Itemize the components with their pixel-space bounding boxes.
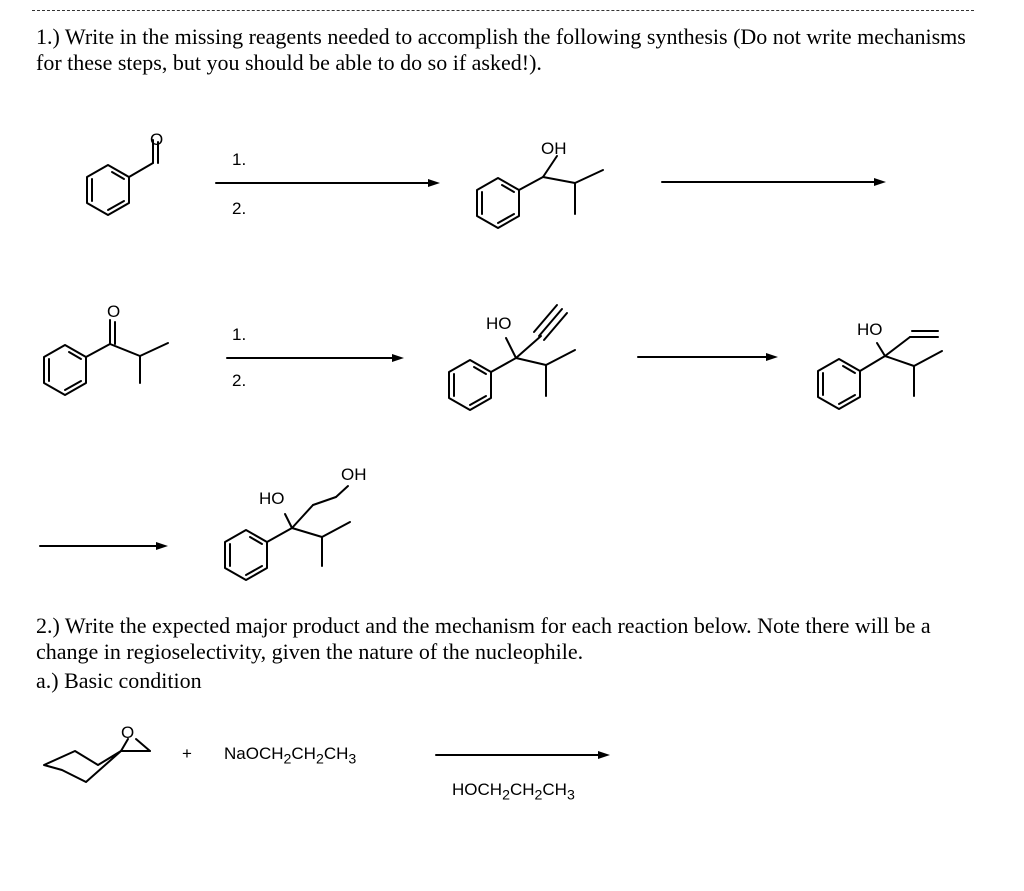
epoxide-oxygen-label: O — [121, 723, 135, 742]
diol-hydroxyl-label-1: HO — [259, 489, 285, 508]
q2-arrow-head — [598, 751, 610, 759]
ketone-structure — [44, 320, 168, 395]
row3-arrow-head — [156, 542, 168, 550]
allylic-alcohol-structure — [818, 331, 942, 409]
row2-reagent-step-2: 2. — [232, 371, 247, 390]
product-hydroxyl-label: OH — [541, 139, 567, 158]
phenylacetaldehyde-structure — [87, 140, 158, 215]
question-2-text: 2.) Write the expected major product and the mechanism for each reaction below. Note there will be a change in regioselectivity, given the nature of the nucleophile. — [36, 613, 931, 664]
aldehyde-oxygen-label: O — [150, 130, 164, 149]
secondary-alcohol-structure — [477, 156, 603, 228]
ketone-oxygen-label: O — [107, 302, 121, 321]
spiro-epoxide-structure — [44, 739, 150, 782]
question-2a-label: a.) Basic condition — [36, 668, 202, 693]
plus-sign: + — [182, 744, 192, 763]
row2-reagent-step-1: 1. — [232, 325, 247, 344]
row1-reagent-step-1: 1. — [232, 150, 247, 169]
row1-arrow1-head — [428, 179, 440, 187]
question-1-text: 1.) Write in the missing reagents needed to accomplish the following synthesis (Do not write mechanisms for these steps, but you should be able to do so if asked!). — [36, 24, 966, 75]
alkyne-hydroxyl-label: HO — [486, 314, 512, 333]
row2-arrow2-head — [766, 353, 778, 361]
alkene-hydroxyl-label: HO — [857, 320, 883, 339]
sodium-propoxide-reagent: $NaOCH_2CH_2CH_3$ — [224, 744, 357, 768]
diol-structure — [225, 486, 350, 580]
row2-arrow1-head — [392, 354, 404, 362]
row1-reagent-step-2: 2. — [232, 199, 247, 218]
propanol-solvent-label: $HOCH_2CH_2CH_3$ — [452, 780, 575, 804]
diol-hydroxyl-label-2: OH — [341, 465, 367, 484]
propargyl-alcohol-structure — [449, 305, 575, 410]
row1-arrow2-head — [874, 178, 886, 186]
